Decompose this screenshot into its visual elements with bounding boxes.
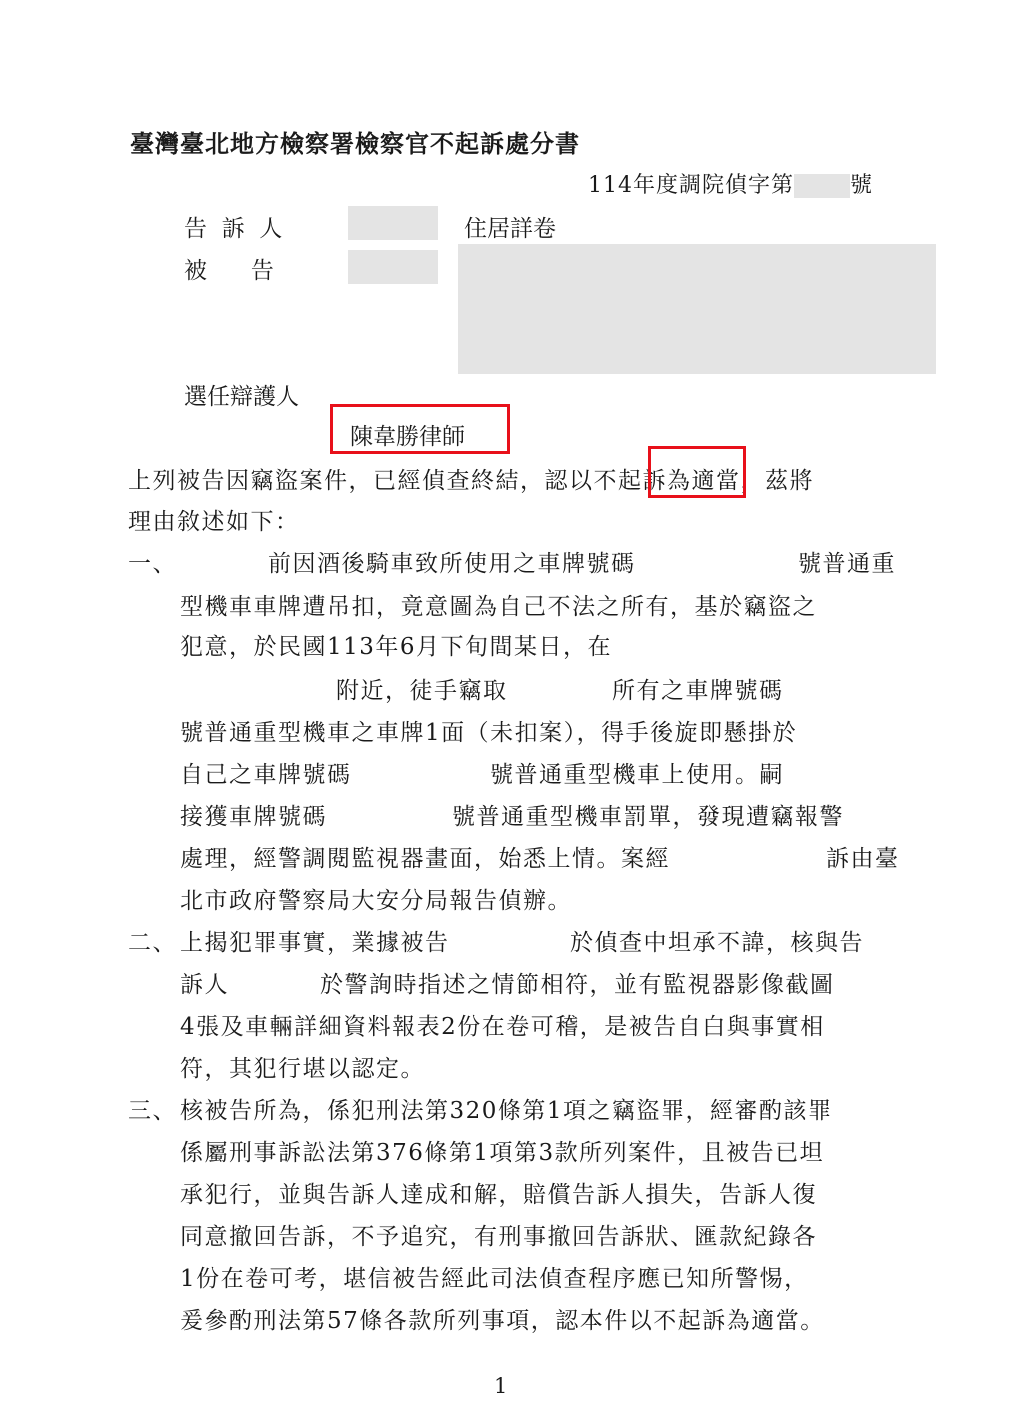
- complainant-name-redaction: [348, 206, 438, 240]
- section-2-line: 於偵查中坦承不諱，核與告: [570, 930, 864, 956]
- section-2-line: 上揭犯罪事實，業據被告: [180, 930, 450, 956]
- counsel-name: 陳韋勝律師: [350, 424, 465, 450]
- section-1-line: 自己之車牌號碼: [180, 762, 352, 788]
- page-number: 1: [494, 1374, 508, 1398]
- section-3-line: 爰參酌刑法第57條各款所列事項，認本件以不起訴為適當。: [180, 1308, 825, 1334]
- section-1-line: 號普通重型機車之車牌1面（未扣案），得手後旋即懸掛於: [180, 720, 798, 746]
- section-2-marker: 二、: [128, 930, 177, 956]
- section-3-line: 承犯行，並與告訴人達成和解，賠償告訴人損失，告訴人復: [180, 1182, 817, 1208]
- section-3-line: 核被告所為，係犯刑法第320條第1項之竊盜罪，經審酌該罪: [180, 1098, 833, 1124]
- section-3-line: 係屬刑事訴訟法第376條第1項第3款所列案件，且被告已坦: [180, 1140, 825, 1166]
- section-1-line: 所有之車牌號碼: [612, 678, 784, 704]
- section-1-line: 號普通重型機車上使用。嗣: [490, 762, 784, 788]
- section-2-line: 4張及車輛詳細資料報表2份在卷可稽，是被告自白與事實相: [180, 1014, 825, 1040]
- not-prosecute-highlight-box: [648, 446, 746, 498]
- section-1-line: 號普通重型機車罰單，發現遭竊報警: [452, 804, 844, 830]
- defendant-label: 被 告: [184, 258, 274, 284]
- counsel-label: 選任辯護人: [184, 384, 299, 410]
- defendant-name-redaction: [348, 250, 438, 284]
- section-3-line: 同意撤回告訴，不予追究，有刑事撤回告訴狀、匯款紀錄各: [180, 1224, 817, 1250]
- section-1-line: 附近，徒手竊取: [336, 678, 508, 704]
- intro-line-2: 理由敘述如下：: [128, 509, 300, 535]
- case-number-redaction: [794, 174, 850, 198]
- not-prosecute-highlight: 不起訴: [593, 468, 667, 494]
- counsel-highlight-box: [330, 404, 510, 454]
- intro-line-1: 上列被告因竊盜案件，已經偵查終結，認以不起訴為適當，茲將: [128, 468, 814, 494]
- defendant-address-redaction: [458, 244, 936, 374]
- case-number-prefix: 114年度調院偵字第: [588, 173, 794, 198]
- section-1-marker: 一、: [128, 551, 177, 577]
- section-1-line: 北市政府警察局大安分局報告偵辦。: [180, 888, 572, 914]
- document-title: 臺灣臺北地方檢察署檢察官不起訴處分書: [130, 129, 580, 158]
- section-2-line: 訴人: [180, 972, 229, 998]
- complainant-label: 告 訴 人: [184, 216, 283, 242]
- complainant-address: 住居詳卷: [464, 216, 556, 242]
- section-1-line: 前因酒後騎車致所使用之車牌號碼: [268, 551, 636, 577]
- section-1-line: 型機車車牌遭吊扣，竟意圖為自己不法之所有，基於竊盜之: [180, 594, 817, 620]
- section-2-line: 於警詢時指述之情節相符，並有監視器影像截圖: [320, 972, 835, 998]
- section-1-line: 接獲車牌號碼: [180, 804, 327, 830]
- section-1-line: 號普通重: [798, 551, 896, 577]
- case-number-suffix: 號: [850, 173, 874, 198]
- section-3-line: 1份在卷可考，堪信被告經此司法偵查程序應已知所警惕，: [180, 1266, 809, 1292]
- section-1-line: 訴由臺: [826, 846, 900, 872]
- section-2-line: 符，其犯行堪以認定。: [180, 1056, 425, 1082]
- section-1-line: 犯意，於民國113年6月下旬間某日，在: [180, 634, 613, 660]
- section-1-line: 處理，經警調閱監視器畫面，始悉上情。案經: [180, 846, 670, 872]
- section-3-marker: 三、: [128, 1098, 177, 1124]
- case-number: [588, 168, 873, 199]
